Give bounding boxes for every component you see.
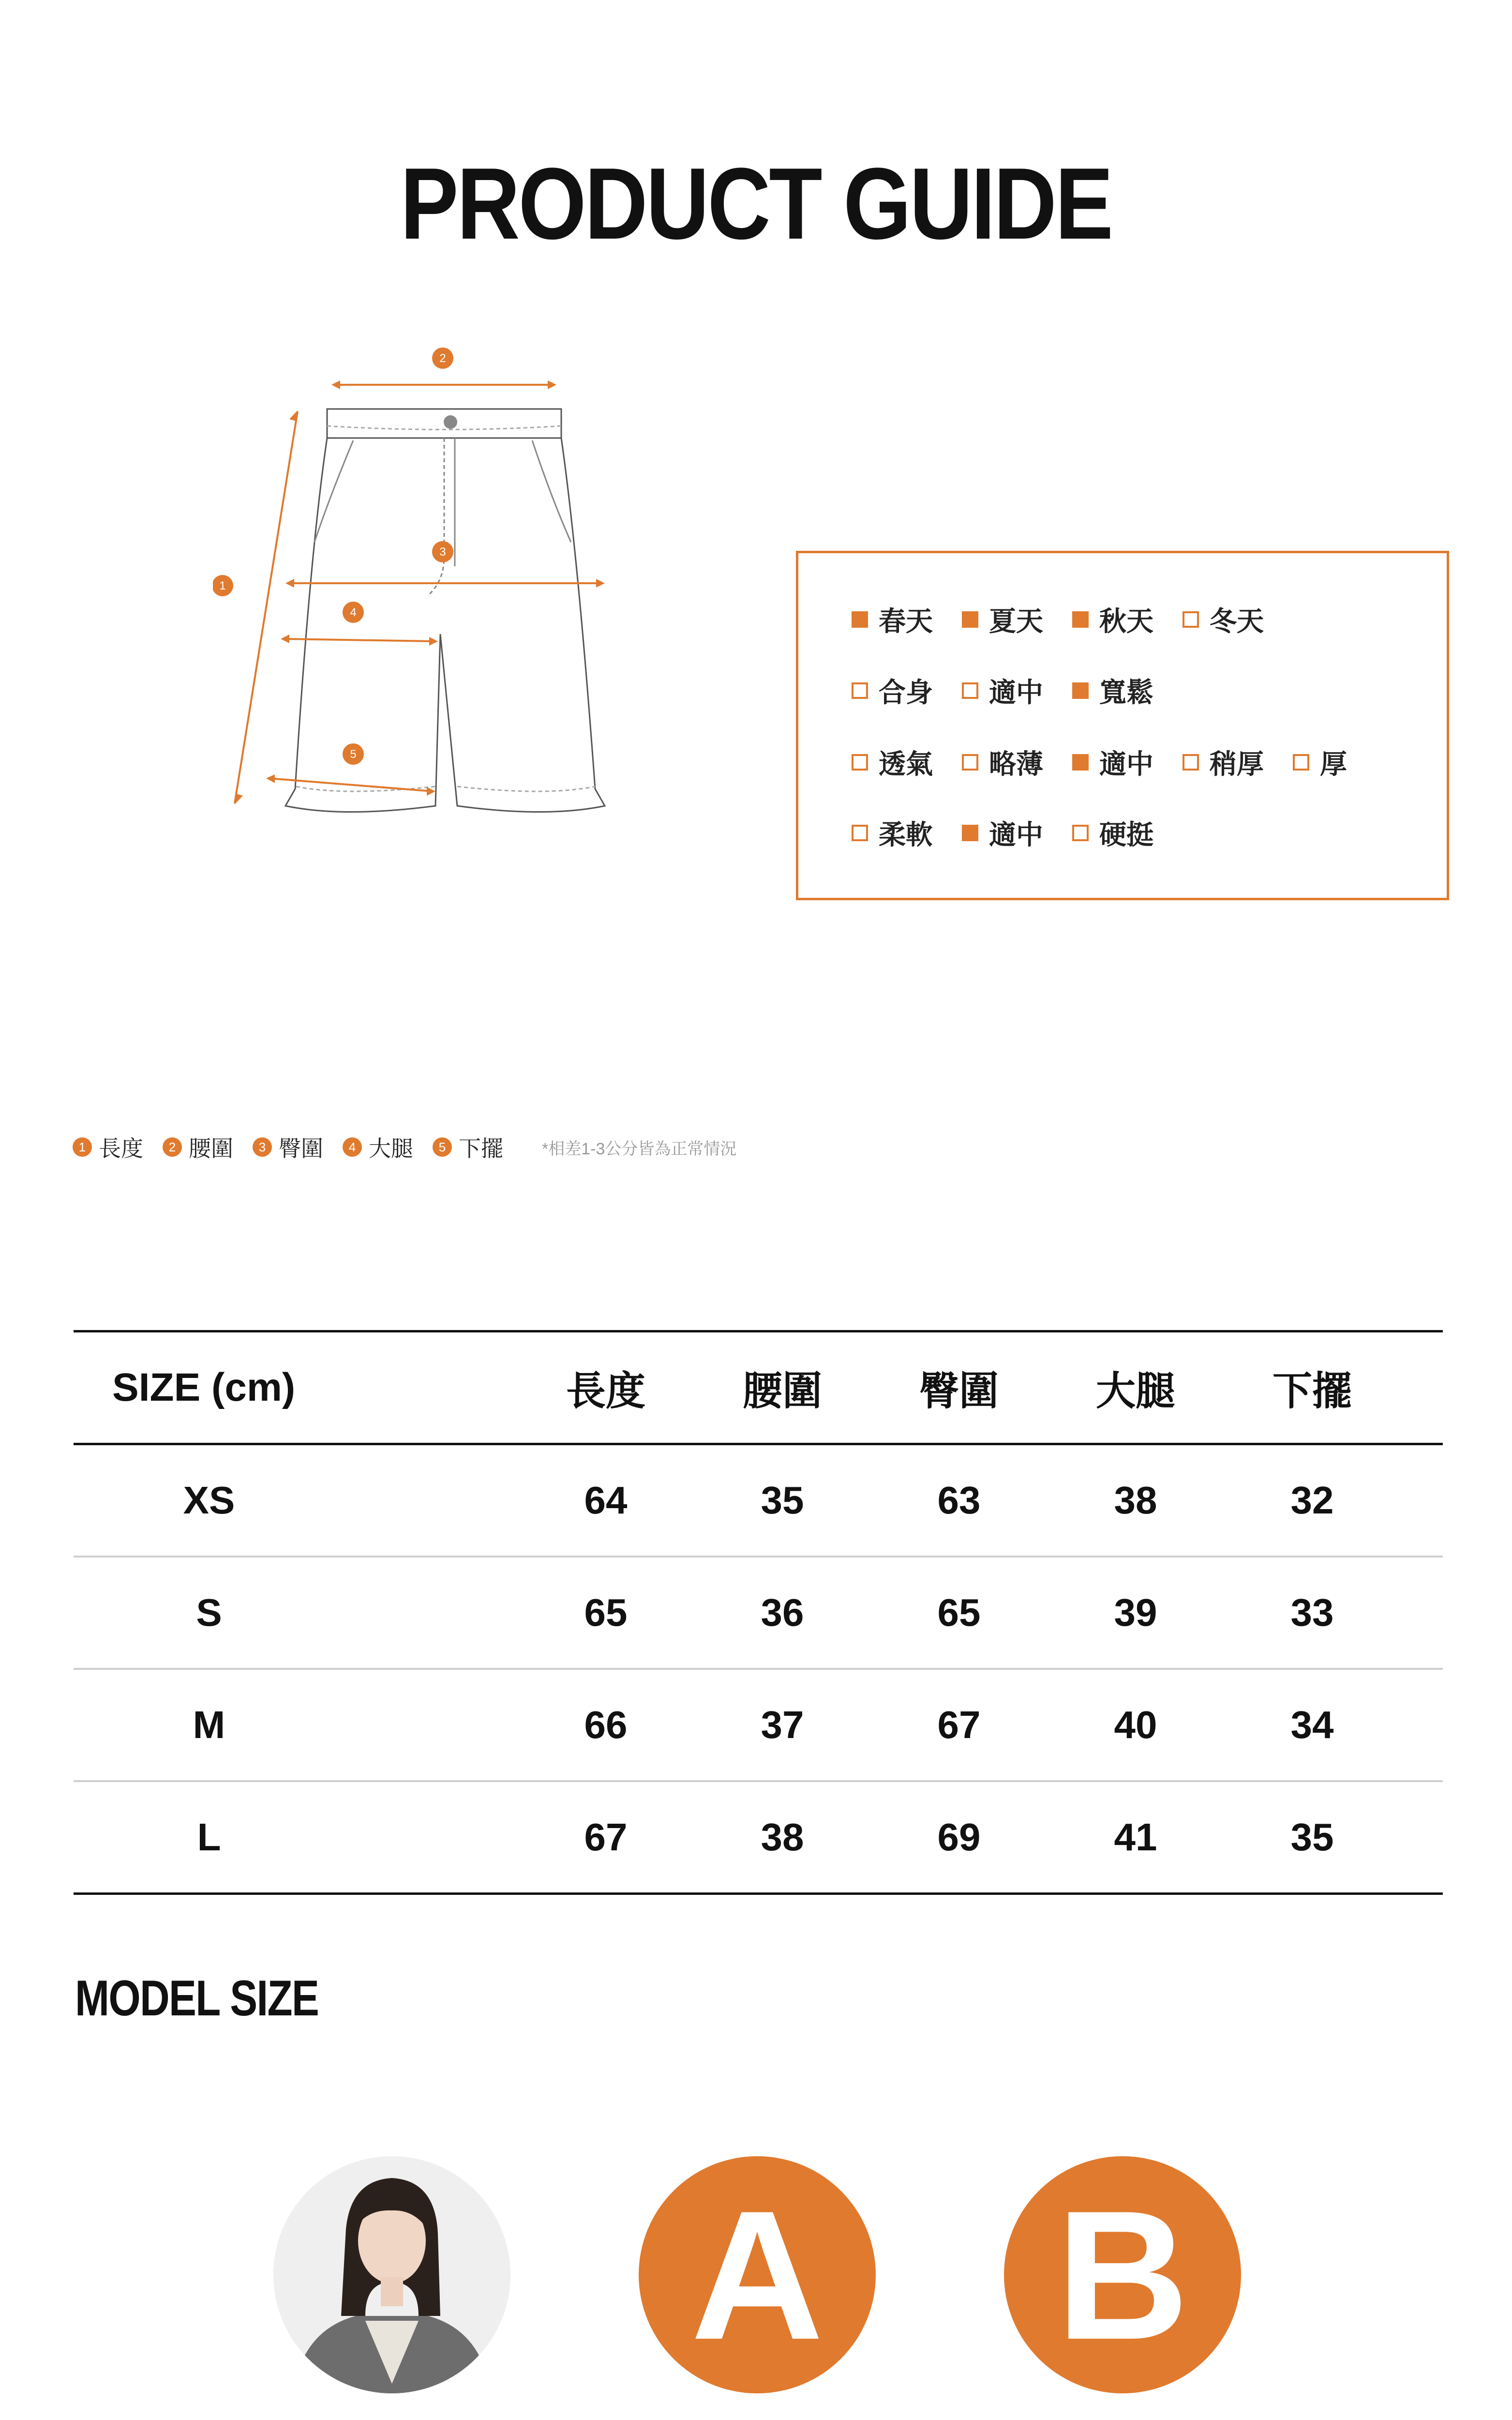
svg-text:4: 4 <box>350 606 357 619</box>
value-waist: 37 <box>761 1703 804 1746</box>
checkbox-empty-icon <box>1293 754 1309 771</box>
header-thigh: 大腿 <box>1095 1369 1175 1413</box>
table-row <box>74 1558 1443 1670</box>
fabric-attributes-panel <box>796 551 1449 900</box>
attr-softness-regular: 適中 <box>962 814 1043 852</box>
tolerance-note: *相差1-3公分皆為正常情況 <box>542 1139 737 1158</box>
model-portrait-icon <box>273 2156 510 2393</box>
checkbox-checked-icon <box>852 611 868 628</box>
value-thigh: 38 <box>1114 1479 1157 1522</box>
attr-thin: 略薄 <box>962 743 1043 782</box>
checkbox-checked-icon <box>962 611 978 628</box>
header-hem: 下擺 <box>1272 1369 1352 1413</box>
table-header-row <box>74 1330 1443 1445</box>
marker-4 <box>343 602 364 623</box>
value-hem: 34 <box>1290 1703 1334 1746</box>
attr-slightly-thick: 稍厚 <box>1183 743 1264 782</box>
checkbox-empty-icon <box>852 825 868 841</box>
value-waist: 35 <box>761 1479 804 1522</box>
value-thigh: 41 <box>1114 1815 1157 1859</box>
button-icon <box>444 415 457 429</box>
attr-spring: 春天 <box>852 600 933 639</box>
marker-5 <box>343 743 364 765</box>
value-thigh: 40 <box>1114 1703 1157 1746</box>
attr-autumn: 秋天 <box>1072 600 1153 639</box>
svg-text:5: 5 <box>350 748 357 761</box>
svg-text:2: 2 <box>439 352 446 365</box>
attr-thickness-regular: 適中 <box>1072 743 1153 782</box>
legend-item-thigh: 4 大腿 <box>343 1131 413 1163</box>
legend-item-length: 1 長度 <box>73 1131 143 1163</box>
attr-fit-regular: 適中 <box>962 671 1043 710</box>
svg-text:3: 3 <box>439 545 446 559</box>
attr-winter: 冬天 <box>1183 600 1264 639</box>
size-label: XS <box>183 1479 235 1522</box>
header-size: SIZE (cm) <box>112 1365 296 1409</box>
attr-thick: 厚 <box>1293 743 1347 782</box>
value-hip: 67 <box>937 1703 981 1746</box>
value-thigh: 39 <box>1114 1591 1157 1634</box>
right-leg-outline <box>440 438 605 812</box>
table-row <box>74 1670 1443 1782</box>
value-hem: 33 <box>1290 1591 1334 1634</box>
legend-item-hem: 5 下擺 <box>433 1131 503 1163</box>
value-waist: 36 <box>761 1591 804 1634</box>
softness-row <box>852 814 1183 852</box>
attr-fitted: 合身 <box>852 671 933 710</box>
value-hem: 32 <box>1290 1479 1334 1522</box>
thickness-row <box>852 743 1376 782</box>
header-length: 長度 <box>566 1369 645 1413</box>
value-length: 65 <box>584 1591 628 1634</box>
checkbox-empty-icon <box>1072 825 1089 841</box>
checkbox-empty-icon <box>1183 754 1199 771</box>
table-row <box>74 1782 1443 1895</box>
value-length: 67 <box>584 1815 628 1859</box>
checkbox-checked-icon <box>1072 611 1089 628</box>
page-title: PRODUCT GUIDE <box>400 147 1112 260</box>
attr-soft: 柔軟 <box>852 814 933 852</box>
model-photo <box>273 2156 510 2393</box>
attr-stiff: 硬挺 <box>1072 814 1153 852</box>
value-hip: 69 <box>937 1815 981 1859</box>
marker-2 <box>432 348 453 369</box>
size-label: M <box>193 1703 225 1746</box>
value-hip: 65 <box>937 1591 981 1634</box>
marker-3 <box>432 541 453 562</box>
legend-item-hip: 3 臀圍 <box>253 1131 323 1163</box>
checkbox-empty-icon <box>962 682 978 699</box>
checkbox-empty-icon <box>852 754 868 771</box>
fit-row <box>852 671 1183 710</box>
checkbox-empty-icon <box>1183 611 1199 628</box>
model-card-pan <box>208 2156 576 2420</box>
checkbox-checked-icon <box>1072 682 1089 699</box>
size-label: L <box>197 1815 221 1859</box>
header-waist: 腰圍 <box>742 1369 822 1413</box>
value-hem: 35 <box>1290 1815 1334 1859</box>
value-length: 64 <box>584 1479 628 1522</box>
value-length: 66 <box>584 1703 628 1746</box>
svg-text:1: 1 <box>219 579 226 592</box>
table-row <box>74 1445 1443 1558</box>
header-hip: 臀圍 <box>919 1369 999 1413</box>
attr-loose: 寬鬆 <box>1072 671 1153 710</box>
model-size-heading: MODEL SIZE <box>75 1970 319 2027</box>
size-label: S <box>196 1591 222 1634</box>
model-a-badge: A <box>639 2156 876 2393</box>
attr-breathable: 透氣 <box>852 743 933 782</box>
attr-summer: 夏天 <box>962 600 1043 639</box>
measurement-legend <box>73 1133 736 1162</box>
value-waist: 38 <box>761 1815 804 1859</box>
season-row <box>852 600 1293 639</box>
checkbox-empty-icon <box>852 682 868 699</box>
value-hip: 63 <box>937 1479 981 1522</box>
size-table <box>74 1330 1443 1895</box>
checkbox-empty-icon <box>962 754 978 771</box>
model-card-b <box>939 2156 1306 2420</box>
legend-item-waist: 2 腰圍 <box>163 1131 233 1163</box>
model-b-badge: B <box>1004 2156 1241 2393</box>
checkbox-checked-icon <box>962 825 978 841</box>
checkbox-checked-icon <box>1072 754 1089 771</box>
marker-1 <box>213 575 233 596</box>
model-card-a <box>573 2156 941 2420</box>
shorts-measurement-diagram <box>213 339 648 847</box>
